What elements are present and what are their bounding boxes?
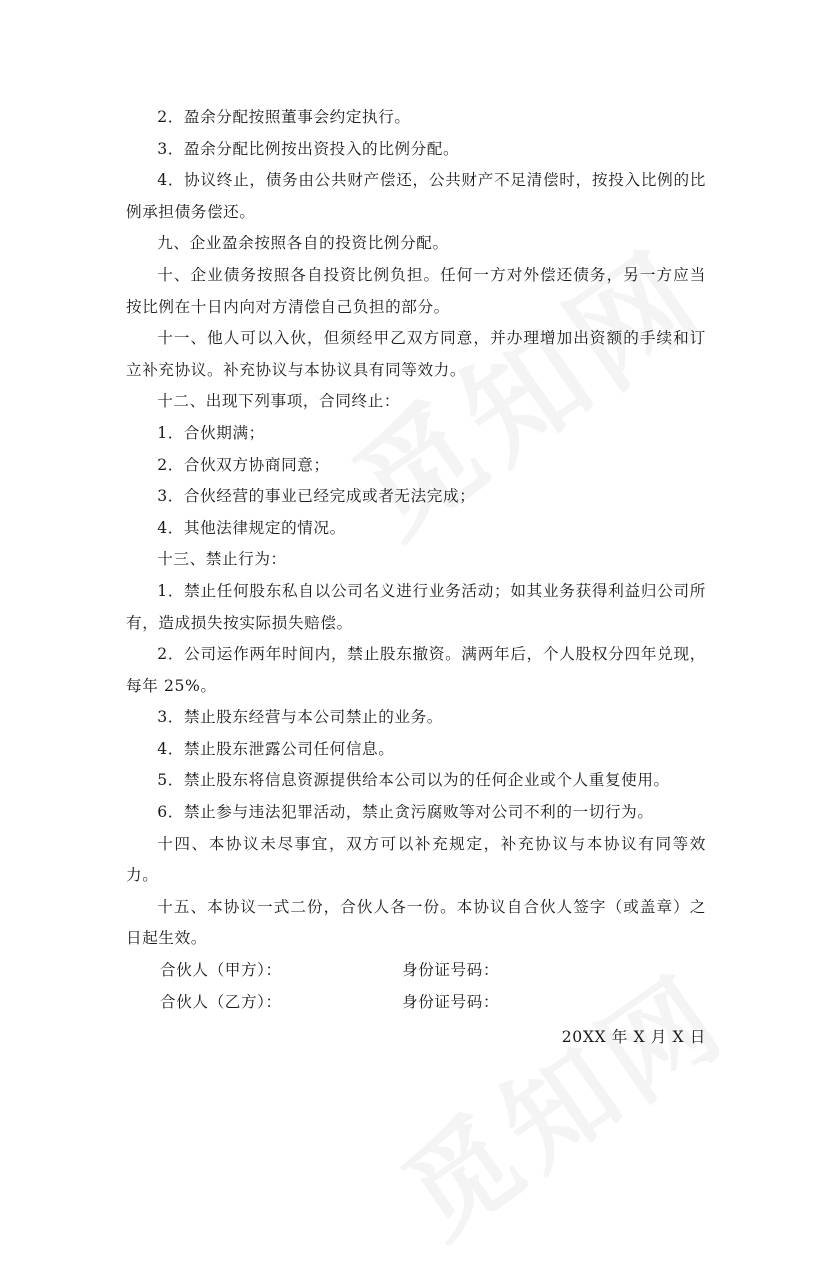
- party-a-id-label: 身份证号码：: [402, 961, 500, 980]
- paragraph: 3．禁止股东经营与本公司禁止的业务。: [157, 708, 444, 727]
- paragraph: 十四、本协议未尽事宜，双方可以补充规定，补充协议与本协议有同等效力。: [126, 834, 706, 885]
- paragraph: 3．盈余分配比例按出资投入的比例分配。: [157, 139, 460, 158]
- paragraph: 4．协议终止，债务由公共财产偿还，公共财产不足清偿时，按投入比例的比例承担债务偿还。: [126, 171, 706, 221]
- signature-row-party-a: [126, 955, 706, 987]
- paragraph: 九、企业盈余按照各自的投资比例分配。: [157, 234, 449, 253]
- paragraph: 十五、本协议一式二份，合伙人各一份。本协议自合伙人签字（或盖章）之日起生效。: [126, 897, 706, 948]
- paragraph: 2．公司运作两年时间内，禁止股东撤资。满两年后，个人股权分四年兑现，每年 25%。: [126, 645, 706, 695]
- signature-row-party-b: [126, 987, 706, 1019]
- party-b-label: 合伙人（乙方）：: [160, 992, 282, 1011]
- party-b-id-label: 身份证号码：: [402, 992, 500, 1011]
- paragraph: 1．禁止任何股东私自以公司名义进行业务活动；如其业务获得利益归公司所有，造成损失按实际损失赔偿。: [126, 581, 706, 632]
- document-body: [126, 102, 706, 1054]
- paragraph: 4．禁止股东泄露公司任何信息。: [157, 739, 395, 758]
- party-a-label: 合伙人（甲方）：: [160, 961, 282, 980]
- paragraph: 十二、出现下列事项，合同终止：: [157, 392, 401, 411]
- paragraph: 十三、禁止行为：: [157, 550, 287, 569]
- paragraph: 3．合伙经营的事业已经完成或者无法完成；: [157, 487, 476, 506]
- paragraph: 6．禁止参与违法犯罪活动，禁止贪污腐败等对公司不利的一切行为。: [157, 803, 654, 822]
- paragraph: 十一、他人可以入伙，但须经甲乙双方同意，并办理增加出资额的手续和订立补充协议。补充协议与本协议具有同等效力。: [126, 329, 706, 379]
- paragraph: 2．合伙双方协商同意；: [157, 455, 330, 474]
- paragraph: 1．合伙期满；: [157, 423, 265, 442]
- paragraph: 4．其他法律规定的情况。: [157, 518, 346, 537]
- paragraph: 2．盈余分配按照董事会约定执行。: [157, 108, 411, 126]
- document-date: 20XX 年 X 月 X 日: [561, 1028, 706, 1047]
- paragraph: 十、企业债务按照各自投资比例负担。任何一方对外偿还债务，另一方应当按比例在十日内向对方清偿自己负担的部分。: [126, 265, 706, 316]
- paragraph: 5．禁止股东将信息资源提供给本公司以为的任何企业或个人重复使用。: [157, 771, 670, 790]
